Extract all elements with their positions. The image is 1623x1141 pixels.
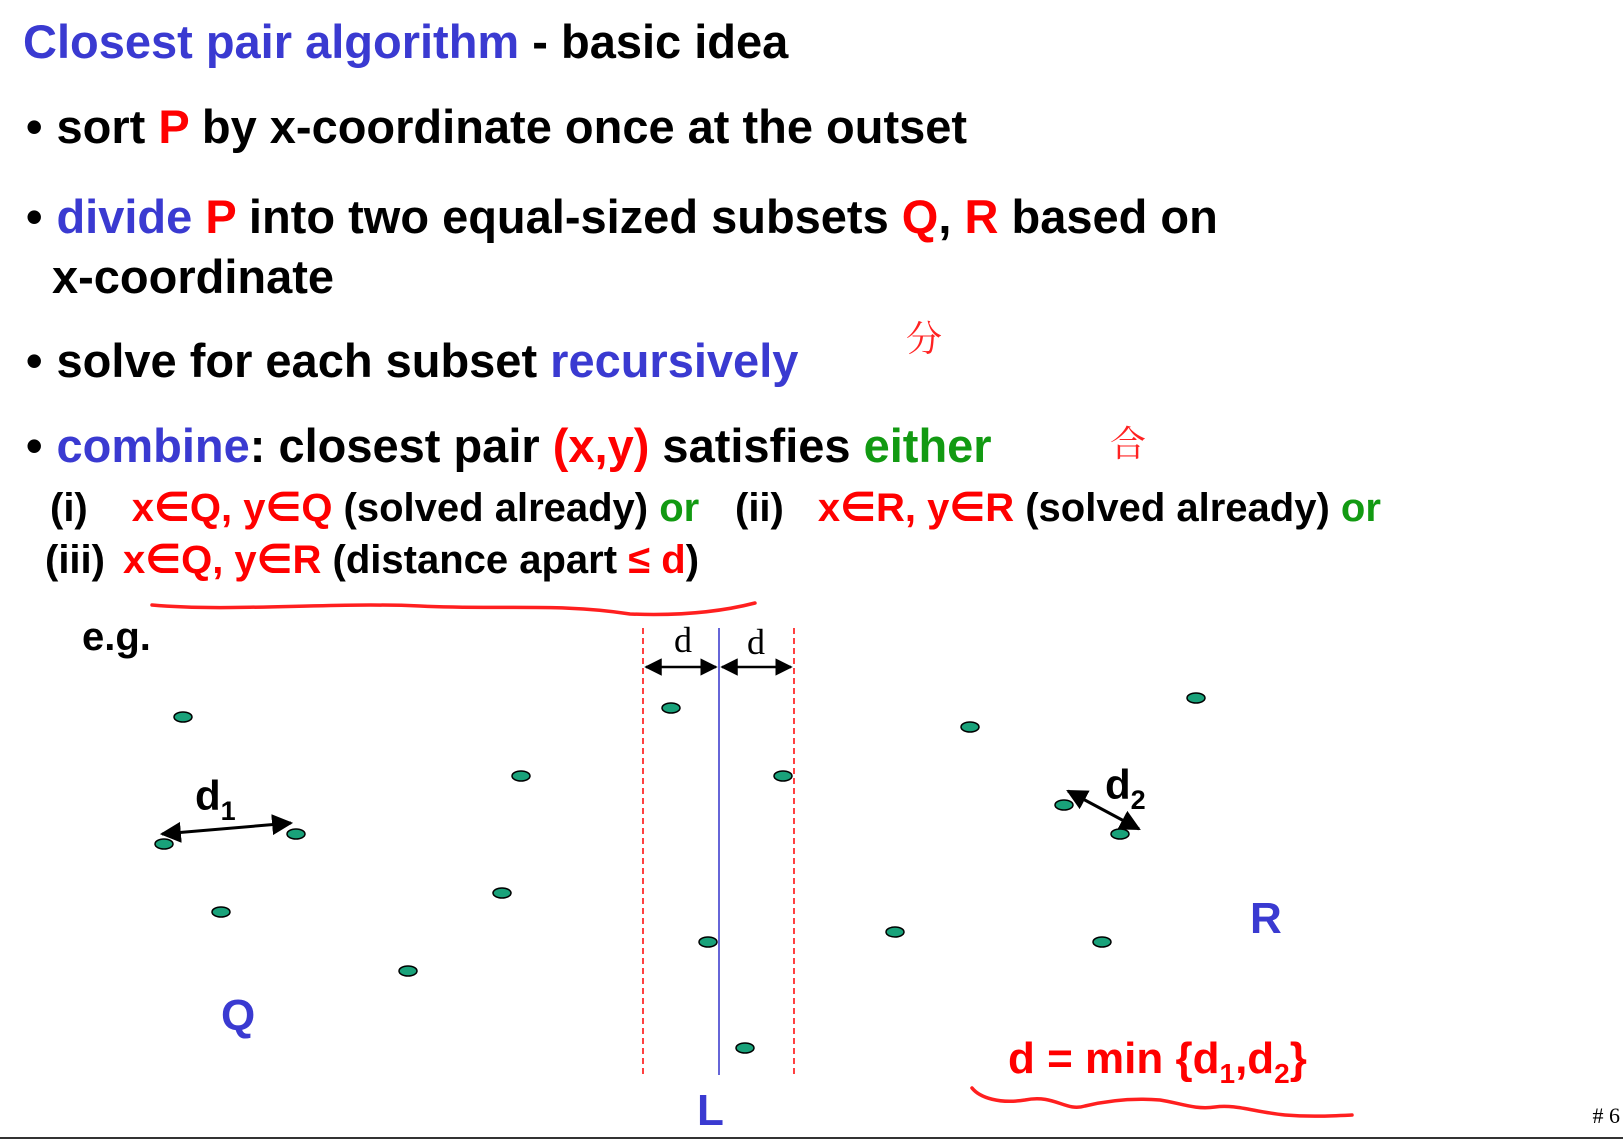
set-p: P xyxy=(205,190,236,243)
point xyxy=(1093,937,1111,947)
point xyxy=(512,771,530,781)
case-condition: x∈Q, y∈Q xyxy=(131,486,333,530)
point xyxy=(736,1043,754,1053)
hand-underline-formula xyxy=(972,1088,1352,1116)
title-main: Closest pair algorithm xyxy=(23,15,520,68)
footer-rule xyxy=(0,1137,1623,1139)
keyword-recursively: recursively xyxy=(550,334,799,387)
point xyxy=(212,907,230,917)
point xyxy=(699,937,717,947)
set-r: R xyxy=(964,190,999,243)
point xyxy=(155,839,173,849)
points xyxy=(155,693,1205,1053)
point xyxy=(174,712,192,722)
case-label: (i) xyxy=(50,486,88,530)
bullet-text: , xyxy=(938,190,965,243)
bullet-text: into two equal-sized subsets xyxy=(235,190,902,243)
case-label: (iii) xyxy=(45,538,105,582)
case-condition: x∈Q, y∈R xyxy=(122,538,322,582)
case-label: (ii) xyxy=(735,486,784,530)
case-condition: x∈R, y∈R xyxy=(817,486,1015,530)
le-symbol: ≤ xyxy=(628,538,651,582)
line-l-label: L xyxy=(697,1086,724,1135)
case-text: (solved already) xyxy=(332,486,660,530)
distance-d: d xyxy=(650,538,686,582)
bullet-divide-line2: x-coordinate xyxy=(52,250,335,303)
point xyxy=(886,927,904,937)
bullet-dot: • xyxy=(26,190,43,243)
point xyxy=(287,829,305,839)
region-q-label: Q xyxy=(221,991,256,1040)
point xyxy=(1111,829,1129,839)
region-r-label: R xyxy=(1250,894,1282,943)
handwritten-note-combine: 合 xyxy=(1110,424,1147,465)
set-p: P xyxy=(158,100,189,153)
bullet-text: satisfies xyxy=(649,419,864,472)
point xyxy=(1055,800,1073,810)
point xyxy=(662,703,680,713)
min-distance-formula: $d = \min \{d_1,d_2\}$ xyxy=(1008,1034,1307,1089)
d2-label: $d_2$ xyxy=(1105,761,1146,815)
strip-label-d-right: d xyxy=(747,622,765,662)
bullet-dot: • xyxy=(26,334,43,387)
case-text: ) xyxy=(685,538,700,582)
case-text: (distance apart xyxy=(321,538,629,582)
bullet-text: based on xyxy=(998,190,1218,243)
page-number: # 6 xyxy=(1592,1103,1620,1128)
hand-underline-case3 xyxy=(152,603,755,615)
point xyxy=(493,888,511,898)
bullet-dot: • xyxy=(26,100,43,153)
bullet-text: by x-coordinate once at the outset xyxy=(188,100,968,153)
bullet-text: solve for each subset xyxy=(56,334,551,387)
keyword-either: either xyxy=(863,419,992,472)
keyword-or: or xyxy=(659,486,700,530)
example-label: e.g. xyxy=(82,615,151,659)
bullet-text: : closest pair xyxy=(249,419,553,472)
strip-label-d-left: d xyxy=(674,620,692,660)
set-q: Q xyxy=(901,190,939,243)
d1-label: $d_1$ xyxy=(195,772,236,826)
bullet-dot: • xyxy=(26,419,43,472)
point xyxy=(399,966,417,976)
title-rest: - basic idea xyxy=(519,15,789,68)
keyword-combine: combine xyxy=(56,419,250,472)
point xyxy=(1187,693,1205,703)
bullet-text: sort xyxy=(56,100,159,153)
point xyxy=(961,722,979,732)
keyword-divide: divide xyxy=(56,190,193,243)
handwritten-note-divide: 分 xyxy=(906,319,943,360)
point xyxy=(774,771,792,781)
case-text: (solved already) xyxy=(1014,486,1341,530)
keyword-or: or xyxy=(1340,486,1381,530)
pair-xy: (x,y) xyxy=(552,419,650,472)
